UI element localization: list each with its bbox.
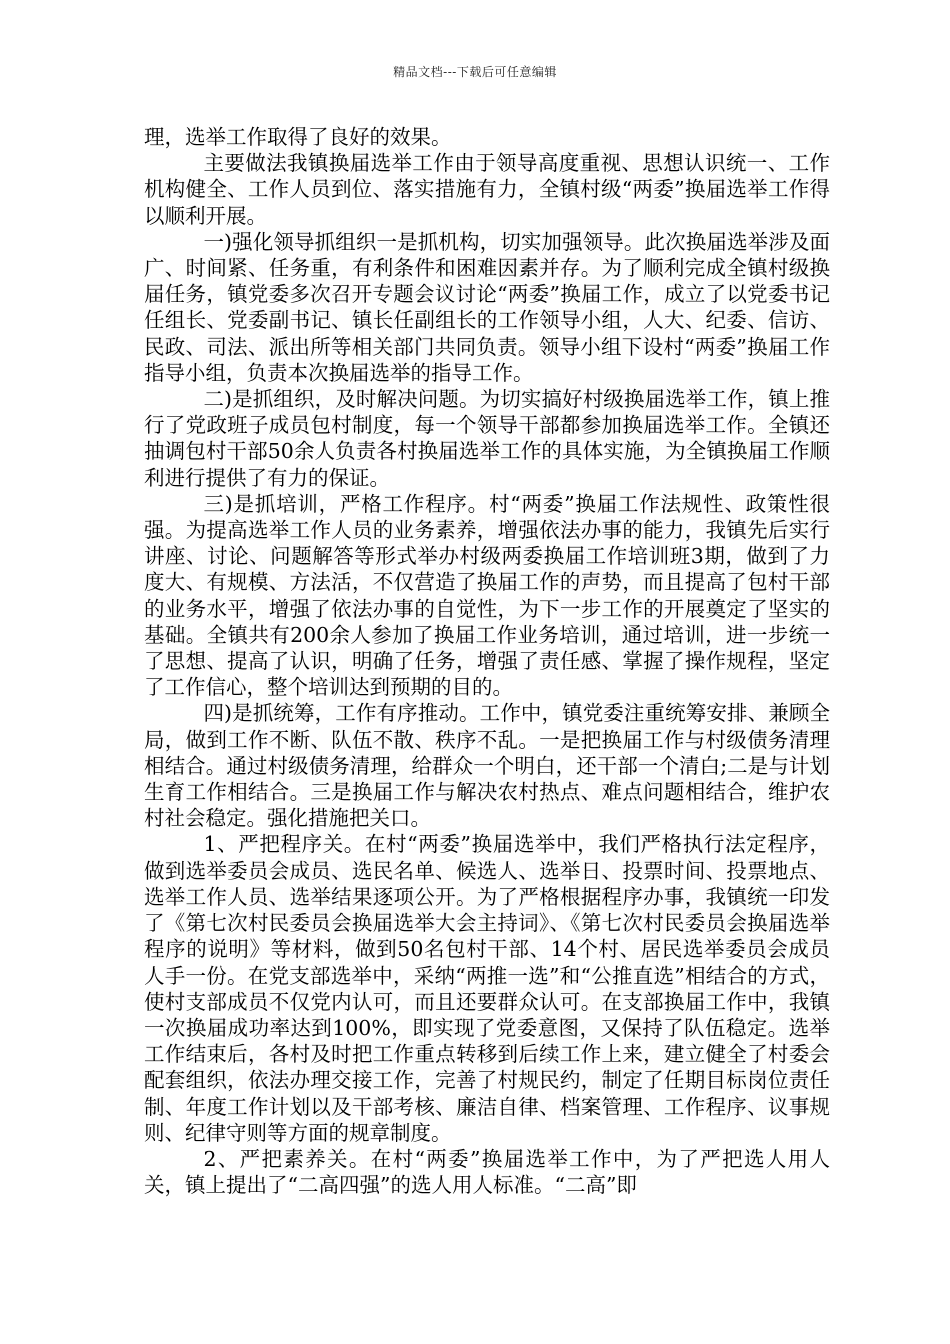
- paragraph: 1、严把程序关。在村“两委”换届选举中，我们严格执行法定程序，做到选举委员会成员、选民名单、候选人、选举日、投票时间、投票地点、选举工作人员、选举结果逐项公开。为了严格根据程序办事，我镇统一印发了《第七次村民委员会换届选举大会主持词》、《第七次村民委员会换届选举程序的说明》等材料，做到50名包村干部、14个村、居民选举委员会成员人手一份。在党支部选举中，采纳“两推一选”和“公推直选”相结合的方式，使村支部成员不仅党内认可，而且还要群众认可。在支部换届工作中，我镇一次换届成功率达到100%，即实现了党委意图，又保持了队伍稳定。选举工作结束后，各村及时把工作重点转移到后续工作上来，建立健全了村委会配套组织，依法办理交接工作，完善了村规民约，制定了任期目标岗位责任制、年度工作计划以及干部考核、廉洁自律、档案管理、工作程序、议事规则、纪律守则等方面的规章制度。: [144, 832, 830, 1145]
- paragraph: 2、严把素养关。在村“两委”换届选举工作中，为了严把选人用人关，镇上提出了“二高四强”的选人用人标准。“二高”即: [144, 1146, 830, 1198]
- page-header: 精品文档---下载后可任意编辑: [393, 65, 557, 79]
- paragraph: 一)强化领导抓组织一是抓机构，切实加强领导。此次换届选举涉及面广、时间紧、任务重，有利条件和困难因素并存。为了顺利完成全镇村级换届任务，镇党委多次召开专题会议讨论“两委”换届工作，成立了以党委书记任组长、党委副书记、镇长任副组长的工作领导小组，人大、纪委、信访、民政、司法、派出所等相关部门共同负责。领导小组下设村“两委”换届工作指导小组，负责本次换届选举的指导工作。: [144, 229, 830, 385]
- paragraph: 四)是抓统筹，工作有序推动。工作中，镇党委注重统筹安排、兼顾全局，做到工作不断、队伍不散、秩序不乱。一是把换届工作与村级债务清理相结合。通过村级债务清理，给群众一个明白，还干部一个清白;二是与计划生育工作相结合。三是换届工作与解决农村热点、难点问题相结合，维护农村社会稳定。强化措施把关口。: [144, 701, 830, 831]
- paragraph: 二)是抓组织，及时解决问题。为切实搞好村级换届选举工作，镇上推行了党政班子成员包村制度，每一个领导干部都参加换届选举工作。全镇还抽调包村干部50余人负责各村换届选举工作的具体实施，为全镇换届工作顺利进行提供了有力的保证。: [144, 387, 830, 490]
- paragraph: 主要做法我镇换届选举工作由于领导高度重视、思想认识统一、工作机构健全、工作人员到位、落实措施有力，全镇村级“两委”换届选举工作得以顺利开展。: [144, 151, 830, 228]
- paragraph: 三)是抓培训，严格工作程序。村“两委”换届工作法规性、政策性很强。为提高选举工作人员的业务素养，增强依法办事的能力，我镇先后实行讲座、讨论、问题解答等形式举办村级两委换届工作培训班3期，做到了力度大、有规模、方法活，不仅营造了换届工作的声势，而且提高了包村干部的业务水平，增强了依法办事的自觉性，为下一步工作的开展奠定了坚实的基础。全镇共有200余人参加了换届工作业务培训，通过培训，进一步统一了思想、提高了认识，明确了任务，增强了责任感、掌握了操作规程，坚定了工作信心，整个培训达到预期的目的。: [144, 491, 830, 700]
- paragraph: 理，选举工作取得了良好的效果。: [144, 125, 452, 149]
- document-body: [144, 124, 830, 1198]
